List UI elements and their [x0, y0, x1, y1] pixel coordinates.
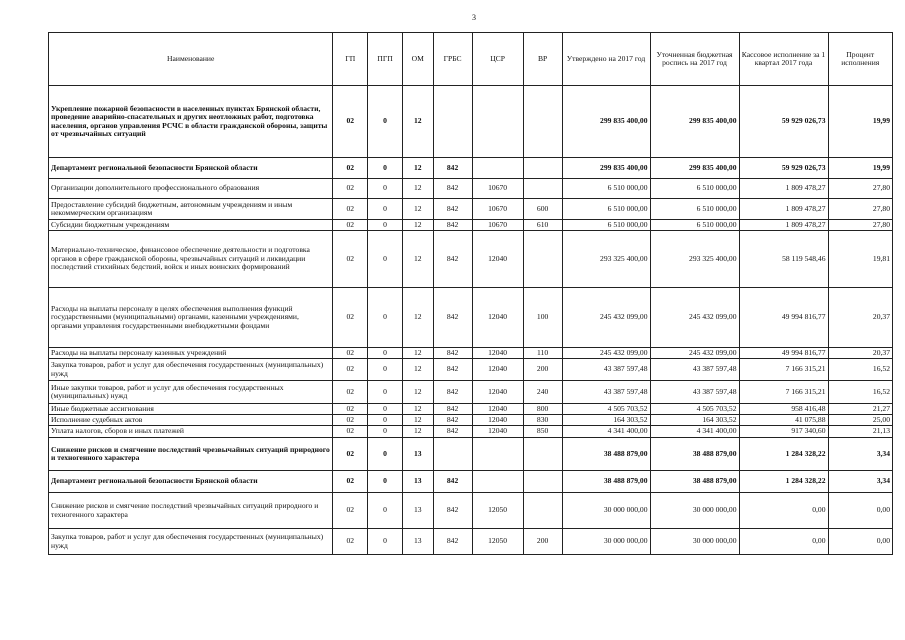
- cell-revised: 43 387 597,48: [650, 381, 739, 404]
- cell-percent: 21,13: [828, 426, 893, 438]
- cell-gp: 02: [333, 348, 368, 359]
- cell-name: Субсидии бюджетным учреждениям: [49, 220, 333, 231]
- cell-percent: 27,80: [828, 220, 893, 231]
- cell-grbs: 842: [433, 404, 472, 415]
- cell-csr: [472, 438, 523, 471]
- table-row: [49, 404, 893, 415]
- cell-ppgp: 0: [368, 348, 403, 359]
- column-header-revised: Уточненная бюджетная роспись на 2017 год: [650, 33, 739, 86]
- cell-om: 13: [402, 493, 433, 529]
- column-header-name: Наименование: [49, 33, 333, 86]
- cell-name: Предоставление субсидий бюджетным, автономным учреждениям и иным некоммерческим организациям: [49, 199, 333, 220]
- cell-gp: 02: [333, 158, 368, 179]
- column-header-gp: ГП: [333, 33, 368, 86]
- cell-cash: 7 166 315,21: [739, 381, 828, 404]
- cell-csr: 12040: [472, 231, 523, 288]
- table-body: [49, 86, 893, 555]
- cell-ppgp: 0: [368, 179, 403, 199]
- cell-csr: [472, 158, 523, 179]
- cell-gp: 02: [333, 86, 368, 158]
- cell-name: Укрепление пожарной безопасности в населенных пунктах Брянской области, проведение аварийно-спасательных и других неотложных работ, подготовка населения, органов управления РСЧС в области гражданской обороны, защиты от чрезвычайных ситуаций: [49, 86, 333, 158]
- cell-approved: 30 000 000,00: [562, 529, 650, 555]
- cell-percent: 19,99: [828, 86, 893, 158]
- cell-percent: 20,37: [828, 288, 893, 348]
- cell-csr: 12050: [472, 529, 523, 555]
- budget-execution-table: [48, 32, 893, 555]
- cell-vr: 200: [523, 359, 562, 381]
- cell-percent: 0,00: [828, 529, 893, 555]
- cell-grbs: 842: [433, 220, 472, 231]
- cell-om: 12: [402, 179, 433, 199]
- cell-vr: 600: [523, 199, 562, 220]
- cell-gp: 02: [333, 471, 368, 493]
- cell-approved: 245 432 099,00: [562, 348, 650, 359]
- table-row: [49, 381, 893, 404]
- cell-percent: 0,00: [828, 493, 893, 529]
- cell-gp: 02: [333, 220, 368, 231]
- cell-om: 12: [402, 359, 433, 381]
- cell-revised: 6 510 000,00: [650, 179, 739, 199]
- cell-ppgp: 0: [368, 288, 403, 348]
- cell-gp: 02: [333, 404, 368, 415]
- cell-ppgp: 0: [368, 359, 403, 381]
- cell-revised: 30 000 000,00: [650, 529, 739, 555]
- cell-name: Расходы на выплаты персоналу казенных учреждений: [49, 348, 333, 359]
- cell-percent: 21,27: [828, 404, 893, 415]
- cell-grbs: 842: [433, 231, 472, 288]
- cell-percent: 19,81: [828, 231, 893, 288]
- cell-gp: 02: [333, 493, 368, 529]
- column-header-approved: Утверждено на 2017 год: [562, 33, 650, 86]
- cell-ppgp: 0: [368, 529, 403, 555]
- cell-om: 12: [402, 158, 433, 179]
- cell-revised: 245 432 099,00: [650, 348, 739, 359]
- cell-name: Уплата налогов, сборов и иных платежей: [49, 426, 333, 438]
- cell-vr: [523, 86, 562, 158]
- cell-csr: 10670: [472, 199, 523, 220]
- cell-cash: 41 075,88: [739, 415, 828, 426]
- cell-ppgp: 0: [368, 199, 403, 220]
- cell-cash: 1 809 478,27: [739, 199, 828, 220]
- cell-ppgp: 0: [368, 471, 403, 493]
- cell-vr: 240: [523, 381, 562, 404]
- cell-grbs: 842: [433, 158, 472, 179]
- column-header-grbs: ГРБС: [433, 33, 472, 86]
- cell-vr: [523, 158, 562, 179]
- cell-percent: 3,34: [828, 471, 893, 493]
- cell-name: Иные закупки товаров, работ и услуг для обеспечения государственных (муниципальных) нужд: [49, 381, 333, 404]
- cell-cash: 59 929 026,73: [739, 86, 828, 158]
- cell-percent: 3,34: [828, 438, 893, 471]
- cell-csr: 12040: [472, 381, 523, 404]
- cell-ppgp: 0: [368, 381, 403, 404]
- cell-gp: 02: [333, 288, 368, 348]
- cell-revised: 4 341 400,00: [650, 426, 739, 438]
- cell-csr: 12040: [472, 288, 523, 348]
- cell-revised: 6 510 000,00: [650, 199, 739, 220]
- cell-grbs: 842: [433, 426, 472, 438]
- cell-revised: 299 835 400,00: [650, 158, 739, 179]
- cell-revised: 38 488 879,00: [650, 471, 739, 493]
- cell-om: 12: [402, 426, 433, 438]
- cell-csr: [472, 471, 523, 493]
- cell-revised: 38 488 879,00: [650, 438, 739, 471]
- cell-approved: 299 835 400,00: [562, 86, 650, 158]
- cell-vr: 830: [523, 415, 562, 426]
- cell-grbs: [433, 86, 472, 158]
- cell-gp: 02: [333, 359, 368, 381]
- cell-revised: 299 835 400,00: [650, 86, 739, 158]
- cell-name: Снижение рисков и смягчение последствий чрезвычайных ситуаций природного и техногенного характера: [49, 438, 333, 471]
- column-header-vr: ВР: [523, 33, 562, 86]
- cell-ppgp: 0: [368, 404, 403, 415]
- table-row: [49, 231, 893, 288]
- cell-grbs: 842: [433, 348, 472, 359]
- cell-revised: 164 303,52: [650, 415, 739, 426]
- cell-name: Закупка товаров, работ и услуг для обеспечения государственных (муниципальных) нужд: [49, 359, 333, 381]
- cell-csr: [472, 86, 523, 158]
- cell-cash: 59 929 026,73: [739, 158, 828, 179]
- cell-om: 12: [402, 348, 433, 359]
- cell-vr: [523, 231, 562, 288]
- cell-grbs: 842: [433, 529, 472, 555]
- cell-name: Исполнение судебных актов: [49, 415, 333, 426]
- cell-revised: 30 000 000,00: [650, 493, 739, 529]
- cell-percent: 16,52: [828, 381, 893, 404]
- cell-grbs: 842: [433, 199, 472, 220]
- cell-cash: 917 340,60: [739, 426, 828, 438]
- cell-vr: 200: [523, 529, 562, 555]
- table-row: [49, 179, 893, 199]
- cell-vr: 610: [523, 220, 562, 231]
- cell-approved: 293 325 400,00: [562, 231, 650, 288]
- cell-om: 12: [402, 220, 433, 231]
- cell-revised: 4 505 703,52: [650, 404, 739, 415]
- cell-name: Департамент региональной безопасности Брянской области: [49, 158, 333, 179]
- cell-gp: 02: [333, 231, 368, 288]
- cell-gp: 02: [333, 179, 368, 199]
- cell-cash: 1 809 478,27: [739, 220, 828, 231]
- cell-gp: 02: [333, 529, 368, 555]
- cell-csr: 12040: [472, 359, 523, 381]
- cell-cash: 0,00: [739, 529, 828, 555]
- cell-om: 13: [402, 471, 433, 493]
- cell-vr: 110: [523, 348, 562, 359]
- cell-cash: 958 416,48: [739, 404, 828, 415]
- cell-ppgp: 0: [368, 158, 403, 179]
- column-header-om: ОМ: [402, 33, 433, 86]
- table-row: [49, 220, 893, 231]
- cell-grbs: 842: [433, 288, 472, 348]
- cell-vr: 850: [523, 426, 562, 438]
- column-header-cash: Кассовое исполнение за 1 квартал 2017 года: [739, 33, 828, 86]
- cell-percent: 27,80: [828, 179, 893, 199]
- cell-ppgp: 0: [368, 426, 403, 438]
- cell-approved: 38 488 879,00: [562, 471, 650, 493]
- cell-approved: 38 488 879,00: [562, 438, 650, 471]
- cell-approved: 299 835 400,00: [562, 158, 650, 179]
- cell-gp: 02: [333, 199, 368, 220]
- cell-name: Материально-техническое, финансовое обеспечение деятельности и подготовка органов в сфере гражданской обороны, чрезвычайных ситуаций и ликвидации последствий стихийных бедствий, войск и иных воинских формирований: [49, 231, 333, 288]
- table-row: [49, 426, 893, 438]
- cell-revised: 43 387 597,48: [650, 359, 739, 381]
- cell-vr: [523, 493, 562, 529]
- cell-cash: 1 284 328,22: [739, 438, 828, 471]
- cell-percent: 19,99: [828, 158, 893, 179]
- cell-vr: [523, 438, 562, 471]
- table-row: [49, 493, 893, 529]
- table-header-row: [49, 33, 893, 86]
- cell-ppgp: 0: [368, 438, 403, 471]
- table-row: [49, 288, 893, 348]
- cell-om: 12: [402, 404, 433, 415]
- cell-approved: 6 510 000,00: [562, 220, 650, 231]
- cell-om: 12: [402, 415, 433, 426]
- cell-percent: 27,80: [828, 199, 893, 220]
- cell-om: 12: [402, 199, 433, 220]
- cell-csr: 10670: [472, 179, 523, 199]
- cell-revised: 245 432 099,00: [650, 288, 739, 348]
- cell-vr: 100: [523, 288, 562, 348]
- cell-approved: 43 387 597,48: [562, 359, 650, 381]
- cell-om: 13: [402, 529, 433, 555]
- cell-csr: 10670: [472, 220, 523, 231]
- cell-approved: 30 000 000,00: [562, 493, 650, 529]
- page-number: 3: [472, 13, 476, 22]
- cell-approved: 4 505 703,52: [562, 404, 650, 415]
- cell-approved: 245 432 099,00: [562, 288, 650, 348]
- table-row: [49, 415, 893, 426]
- cell-revised: 6 510 000,00: [650, 220, 739, 231]
- cell-om: 12: [402, 288, 433, 348]
- cell-cash: 1 284 328,22: [739, 471, 828, 493]
- table-row: [49, 199, 893, 220]
- cell-ppgp: 0: [368, 231, 403, 288]
- cell-name: Снижение рисков и смягчение последствий чрезвычайных ситуаций природного и техногенного характера: [49, 493, 333, 529]
- cell-name: Организации дополнительного профессионального образования: [49, 179, 333, 199]
- cell-approved: 43 387 597,48: [562, 381, 650, 404]
- cell-grbs: 842: [433, 471, 472, 493]
- table-row: [49, 158, 893, 179]
- cell-name: Департамент региональной безопасности Брянской области: [49, 471, 333, 493]
- cell-ppgp: 0: [368, 86, 403, 158]
- cell-approved: 4 341 400,00: [562, 426, 650, 438]
- cell-vr: [523, 471, 562, 493]
- cell-gp: 02: [333, 438, 368, 471]
- cell-csr: 12050: [472, 493, 523, 529]
- column-header-ppgp: ПГП: [368, 33, 403, 86]
- cell-percent: 16,52: [828, 359, 893, 381]
- table-row: [49, 86, 893, 158]
- cell-ppgp: 0: [368, 493, 403, 529]
- cell-vr: 800: [523, 404, 562, 415]
- cell-om: 13: [402, 438, 433, 471]
- cell-csr: 12040: [472, 426, 523, 438]
- cell-percent: 25,00: [828, 415, 893, 426]
- cell-approved: 6 510 000,00: [562, 179, 650, 199]
- cell-percent: 20,37: [828, 348, 893, 359]
- cell-grbs: 842: [433, 179, 472, 199]
- cell-grbs: 842: [433, 415, 472, 426]
- cell-name: Расходы на выплаты персоналу в целях обеспечения выполнения функций государственными (муниципальными) органами, казенными учреждениями, органами управления государственными внебюджетными фондами: [49, 288, 333, 348]
- cell-gp: 02: [333, 381, 368, 404]
- table-row: [49, 359, 893, 381]
- cell-grbs: [433, 438, 472, 471]
- cell-ppgp: 0: [368, 220, 403, 231]
- column-header-csr: ЦСР: [472, 33, 523, 86]
- cell-vr: [523, 179, 562, 199]
- cell-revised: 293 325 400,00: [650, 231, 739, 288]
- cell-cash: 0,00: [739, 493, 828, 529]
- cell-om: 12: [402, 381, 433, 404]
- cell-name: Закупка товаров, работ и услуг для обеспечения государственных (муниципальных) нужд: [49, 529, 333, 555]
- table-row: [49, 438, 893, 471]
- cell-cash: 1 809 478,27: [739, 179, 828, 199]
- cell-name: Иные бюджетные ассигнования: [49, 404, 333, 415]
- table-row: [49, 348, 893, 359]
- cell-grbs: 842: [433, 381, 472, 404]
- cell-grbs: 842: [433, 493, 472, 529]
- cell-om: 12: [402, 231, 433, 288]
- cell-cash: 58 119 548,46: [739, 231, 828, 288]
- cell-approved: 164 303,52: [562, 415, 650, 426]
- cell-om: 12: [402, 86, 433, 158]
- table-row: [49, 471, 893, 493]
- table-row: [49, 529, 893, 555]
- cell-cash: 7 166 315,21: [739, 359, 828, 381]
- cell-gp: 02: [333, 426, 368, 438]
- cell-csr: 12040: [472, 348, 523, 359]
- cell-csr: 12040: [472, 404, 523, 415]
- cell-csr: 12040: [472, 415, 523, 426]
- cell-cash: 49 994 816,77: [739, 288, 828, 348]
- cell-cash: 49 994 816,77: [739, 348, 828, 359]
- column-header-percent: Процент исполнения: [828, 33, 893, 86]
- cell-gp: 02: [333, 415, 368, 426]
- cell-approved: 6 510 000,00: [562, 199, 650, 220]
- cell-grbs: 842: [433, 359, 472, 381]
- cell-ppgp: 0: [368, 415, 403, 426]
